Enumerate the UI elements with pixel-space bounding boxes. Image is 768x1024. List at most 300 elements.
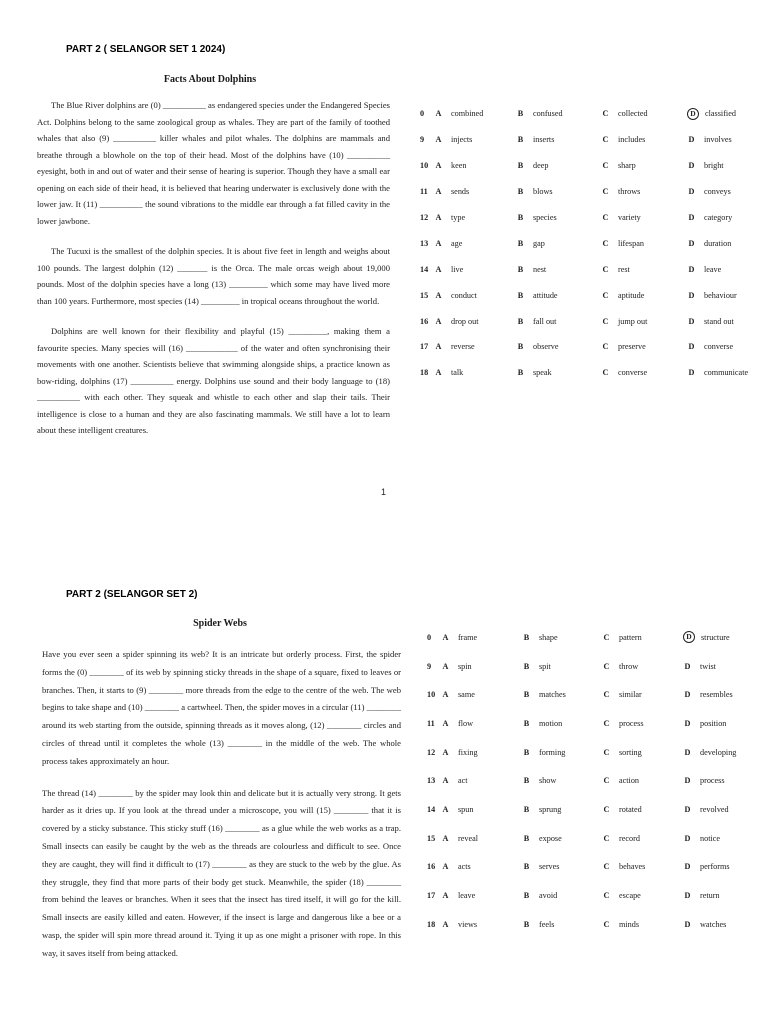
option-letter: B: [523, 632, 530, 642]
option-letter: A: [435, 135, 442, 145]
option-letter: C: [602, 290, 609, 300]
option-row: [420, 308, 768, 334]
option-text: sprung: [539, 804, 562, 814]
option-letter: D: [684, 661, 691, 671]
question-number: 14: [427, 804, 436, 814]
option-text: revolved: [700, 804, 729, 814]
option-text: bright: [704, 161, 724, 171]
option-letter: D: [684, 833, 691, 843]
option-letter: D: [688, 187, 695, 197]
option-text: feels: [539, 919, 555, 929]
option-a[interactable]: [441, 662, 522, 671]
option-text: fall out: [533, 316, 557, 326]
question-number: 0: [427, 632, 432, 642]
option-text: leave: [458, 891, 476, 901]
option-letter: B: [523, 776, 530, 786]
option-letter: B: [523, 833, 530, 843]
option-letter: A: [442, 833, 449, 843]
option-b[interactable]: [522, 834, 602, 843]
option-d[interactable]: [687, 317, 768, 326]
option-text: classified: [705, 109, 736, 119]
option-b[interactable]: [516, 161, 601, 170]
option-text: variety: [618, 213, 641, 222]
option-text: nest: [533, 264, 547, 274]
option-d[interactable]: [687, 187, 768, 196]
option-d[interactable]: [687, 291, 768, 300]
option-c[interactable]: [601, 368, 687, 377]
option-b[interactable]: [522, 662, 602, 671]
question-number: 14: [420, 264, 429, 274]
option-c[interactable]: [601, 291, 687, 300]
option-letter: D: [688, 368, 695, 378]
option-text: behaviour: [704, 290, 737, 300]
option-a[interactable]: [434, 135, 516, 144]
option-b[interactable]: [516, 368, 601, 377]
option-text: spin: [458, 661, 472, 671]
option-text: record: [619, 833, 640, 843]
option-a[interactable]: [441, 776, 522, 785]
option-text: blows: [533, 187, 553, 197]
option-a[interactable]: [434, 239, 516, 248]
option-letter: A: [442, 747, 449, 757]
option-text: deep: [533, 161, 549, 171]
question-number: 15: [427, 833, 436, 843]
option-d[interactable]: [683, 834, 763, 843]
option-letter: C: [602, 368, 609, 378]
question-number: 16: [420, 316, 429, 326]
option-c[interactable]: [602, 719, 683, 728]
option-b[interactable]: [516, 265, 601, 274]
option-text: show: [539, 776, 557, 786]
set1-passage: [37, 97, 390, 453]
option-text: jump out: [618, 316, 648, 326]
option-letter: B: [523, 919, 530, 929]
option-letter: D: [688, 342, 695, 352]
option-letter: D: [684, 747, 691, 757]
question-number: 13: [420, 238, 429, 248]
option-row: [420, 256, 768, 282]
option-a[interactable]: [434, 291, 516, 300]
option-letter: D: [688, 316, 695, 326]
option-text: preserve: [618, 342, 646, 352]
option-text: aptitude: [618, 290, 645, 300]
option-b[interactable]: [516, 342, 601, 351]
option-letter: C: [602, 135, 609, 145]
option-letter: A: [442, 776, 449, 786]
option-letter: C: [603, 891, 610, 901]
option-text: serves: [539, 862, 560, 872]
option-row: [420, 101, 768, 127]
option-text: keen: [451, 161, 467, 171]
set2-passage: [42, 646, 401, 977]
option-d[interactable]: [683, 805, 763, 814]
question-number: 9: [420, 135, 425, 145]
option-d[interactable]: [683, 662, 763, 671]
option-b[interactable]: [522, 719, 602, 728]
option-b[interactable]: [516, 291, 601, 300]
option-text: watches: [700, 919, 727, 929]
page-number: 1: [381, 487, 387, 497]
option-letter: C: [602, 187, 609, 197]
option-c[interactable]: [601, 135, 687, 144]
option-text: leave: [704, 264, 722, 274]
option-d[interactable]: [683, 690, 763, 699]
option-text: collected: [618, 109, 648, 119]
option-text: action: [619, 776, 640, 786]
option-c[interactable]: [601, 265, 687, 274]
option-c[interactable]: [602, 805, 683, 814]
option-letter: C: [603, 862, 610, 872]
question-number: 18: [427, 919, 436, 929]
option-letter: D: [684, 891, 691, 901]
option-a[interactable]: [434, 187, 516, 196]
option-text: spun: [458, 804, 474, 814]
option-text: drop out: [451, 316, 479, 326]
option-row: [427, 766, 763, 795]
option-a[interactable]: [434, 368, 516, 377]
option-text: rest: [618, 264, 630, 274]
option-text: attitude: [533, 290, 558, 300]
option-row: [427, 709, 763, 738]
option-text: converse: [618, 368, 648, 378]
option-letter: D: [688, 161, 695, 171]
option-letter: C: [602, 238, 609, 248]
option-letter: B: [523, 690, 530, 700]
option-c[interactable]: [601, 342, 687, 351]
question-number: 18: [420, 368, 429, 378]
option-row: [420, 282, 768, 308]
option-text: notice: [700, 833, 721, 843]
option-letter: A: [442, 919, 449, 929]
option-letter: C: [602, 109, 609, 119]
option-a[interactable]: [441, 862, 522, 871]
set1-title: Facts About Dolphins: [163, 74, 257, 85]
option-letter: C: [603, 747, 610, 757]
option-text: developing: [700, 747, 737, 757]
option-letter: A: [435, 161, 442, 171]
option-letter: D: [684, 690, 691, 700]
option-b[interactable]: [522, 862, 602, 871]
option-b[interactable]: [522, 633, 602, 642]
option-c[interactable]: [601, 187, 687, 196]
option-letter: A: [442, 862, 449, 872]
option-a[interactable]: [441, 834, 522, 843]
option-text: minds: [619, 919, 640, 929]
option-letter: A: [435, 213, 442, 222]
option-c[interactable]: [602, 633, 683, 642]
option-letter: B: [517, 135, 524, 145]
option-letter: D: [684, 776, 691, 786]
option-letter: B: [517, 368, 524, 378]
option-letter: C: [602, 213, 609, 222]
option-letter: A: [442, 690, 449, 700]
option-c[interactable]: [602, 862, 683, 871]
option-b[interactable]: [522, 776, 602, 785]
option-text: performs: [700, 862, 730, 872]
option-text: sorting: [619, 747, 642, 757]
option-letter: A: [435, 264, 442, 274]
option-a[interactable]: [441, 920, 522, 929]
option-d[interactable]: [687, 342, 768, 351]
option-letter: B: [523, 718, 530, 728]
option-b[interactable]: [516, 213, 601, 222]
option-text: flow: [458, 718, 474, 728]
option-text: gap: [533, 238, 545, 248]
option-letter: D: [684, 718, 691, 728]
option-b[interactable]: [522, 690, 602, 699]
option-text: rotated: [619, 804, 642, 814]
option-b[interactable]: [522, 891, 602, 900]
option-a[interactable]: [434, 213, 516, 222]
question-number: 0: [420, 109, 425, 119]
option-text: avoid: [539, 891, 558, 901]
option-letter: B: [523, 891, 530, 901]
option-text: spit: [539, 661, 551, 671]
option-text: reveal: [458, 833, 478, 843]
option-text: acts: [458, 862, 471, 872]
option-d[interactable]: [687, 213, 768, 222]
option-letter: A: [435, 316, 442, 326]
set2-paragraph-2: The thread (14) ________ by the spider may look thin and delicate but it is actually very strong. It gets harder as it dries up. If you look at the thread under a microscope, you will (15) ________ that it is covered by a sticky substance. This sticky stuff (16) ________ as a glue while the web works as a trap. Small insects can easily be caught by the web as the threads are colourless and difficult to see. Once they are caught, they will find it difficult to (17) ________ as they are stuck to the web by the glue. As they struggle, they find that more parts of their body get stuck. Meanwhile, the spider (18) ________ from behind the leaves or branches. When it sees that the insect has tired itself, it will go for the kill. Small insects are easily killed and eaten. However, if the insect is large and dangerous like a bee or a wasp, the spider will spin more thread around it. Tying it up as one might a prisoner with rope. In this way, it saves itself from being attacked.: [42, 787, 401, 958]
option-row: [420, 153, 768, 179]
option-d[interactable]: [687, 108, 768, 120]
set1-heading: PART 2 ( SELANGOR SET 1 2024): [66, 44, 226, 55]
option-b[interactable]: [522, 748, 602, 757]
option-d[interactable]: [683, 748, 763, 757]
option-c[interactable]: [601, 161, 687, 170]
option-letter: D: [688, 135, 695, 145]
option-letter: C: [602, 161, 609, 171]
set1-options-table: [420, 101, 768, 386]
option-letter: B: [517, 290, 524, 300]
option-text: involves: [704, 135, 732, 145]
option-a[interactable]: [434, 265, 516, 274]
option-c[interactable]: [602, 662, 683, 671]
option-d[interactable]: [683, 862, 763, 871]
option-text: similar: [619, 690, 642, 700]
option-c[interactable]: [602, 776, 683, 785]
option-text: stand out: [704, 316, 734, 326]
option-row: [427, 623, 763, 652]
option-d[interactable]: [687, 135, 768, 144]
option-a[interactable]: [441, 748, 522, 757]
option-text: lifespan: [618, 238, 644, 248]
option-letter: B: [517, 264, 524, 274]
option-b[interactable]: [516, 109, 601, 118]
option-row: [427, 795, 763, 824]
option-row: [427, 738, 763, 767]
question-number: 13: [427, 776, 436, 786]
option-b[interactable]: [516, 187, 601, 196]
option-c[interactable]: [601, 109, 687, 118]
question-number: 10: [427, 690, 436, 700]
option-letter: B: [523, 804, 530, 814]
option-d[interactable]: [683, 891, 763, 900]
option-row: [427, 853, 763, 882]
option-d[interactable]: [687, 239, 768, 248]
option-text: motion: [539, 718, 563, 728]
question-number: 10: [420, 161, 429, 171]
option-text: species: [533, 213, 557, 222]
option-letter: B: [517, 213, 524, 222]
option-letter: A: [442, 804, 449, 814]
option-text: frame: [458, 632, 478, 642]
set1-paragraph-3: Dolphins are well known for their flexibility and playful (15) _________, making them a favourite species. Many species will (16) ____________ of the water and often synchronising their movements with one another. Scientists believe that swimming alongside ships, a practice known as bow-riding, dolphins (17) __________ energy. Dolphins use sound and their body language to (18) __________ with each other. They squeak and whistle to each other and slap their tails. Their intelligence is close to a human and they are also fascinating mammals. We still have a lot to learn about these intelligent creatures.: [37, 326, 390, 435]
option-letter: A: [442, 718, 449, 728]
option-text: talk: [451, 368, 464, 378]
option-text: forming: [539, 747, 566, 757]
option-a[interactable]: [441, 891, 522, 900]
option-row: [420, 127, 768, 153]
set1-paragraph-1: The Blue River dolphins are (0) __________ as endangered species under the Endangered Species Act. Dolphins belong to the same zoological group as whales. They are part of the family of toothed whales that also (9) __________ killer whales and pilot whales. The dolphins are mammals and breathe through a blowhole on the top of their head. Most of the dolphins have (10) __________ eyesight, both in and out of water and their sense of hearing is superior. Though they have a small ear opening on each side of their head, it is believed that hearing underwater is exclusively done with the lower jaw. It (11) __________ the sound vibrations to the middle ear through a fat filled cavity in the lower jawbone.: [37, 100, 390, 226]
option-c[interactable]: [602, 748, 683, 757]
option-text: observe: [533, 342, 559, 352]
question-number: 11: [427, 718, 435, 728]
option-letter: C: [603, 718, 610, 728]
option-b[interactable]: [522, 805, 602, 814]
option-letter: C: [602, 342, 609, 352]
option-text: escape: [619, 891, 641, 901]
question-number: 17: [427, 891, 436, 901]
option-text: duration: [704, 238, 732, 248]
option-letter: A: [435, 342, 442, 352]
option-text: expose: [539, 833, 562, 843]
option-letter: B: [517, 238, 524, 248]
option-letter: D: [684, 862, 691, 872]
option-letter: C: [603, 776, 610, 786]
option-a[interactable]: [434, 342, 516, 351]
option-letter: B: [523, 862, 530, 872]
option-letter: C: [602, 264, 609, 274]
option-row: [420, 230, 768, 256]
option-c[interactable]: [602, 891, 683, 900]
option-text: return: [700, 891, 720, 901]
option-row: [427, 680, 763, 709]
option-letter: C: [603, 804, 610, 814]
option-a[interactable]: [434, 109, 516, 118]
option-letter: C: [603, 919, 610, 929]
option-text: behaves: [619, 862, 646, 872]
option-d[interactable]: [683, 776, 763, 785]
option-row: [427, 824, 763, 853]
option-text: shape: [539, 632, 558, 642]
option-text: same: [458, 690, 475, 700]
option-text: reverse: [451, 342, 475, 352]
option-row: [420, 205, 768, 231]
option-a[interactable]: [441, 633, 522, 642]
option-d[interactable]: [687, 368, 768, 377]
option-letter: D: [688, 213, 695, 222]
option-letter: C: [603, 833, 610, 843]
option-text: throw: [619, 661, 639, 671]
option-text: speak: [533, 368, 552, 378]
option-letter: B: [517, 316, 524, 326]
option-row: [427, 652, 763, 681]
option-text: throws: [618, 187, 641, 197]
option-letter: B: [517, 109, 524, 119]
option-d[interactable]: [683, 719, 763, 728]
option-c[interactable]: [601, 213, 687, 222]
option-letter: D: [688, 264, 695, 274]
option-text: views: [458, 919, 478, 929]
option-text: conveys: [704, 187, 731, 197]
option-text: converse: [704, 342, 734, 352]
option-d[interactable]: [683, 631, 763, 643]
question-number: 9: [427, 661, 432, 671]
option-c[interactable]: [602, 920, 683, 929]
option-letter: D: [684, 919, 691, 929]
option-text: sharp: [618, 161, 636, 171]
option-row: [420, 334, 768, 360]
option-a[interactable]: [434, 317, 516, 326]
option-letter: D: [688, 238, 695, 248]
option-d[interactable]: [683, 920, 763, 929]
set1-paragraph-2: The Tucuxi is the smallest of the dolphin species. It is about five feet in length and weighs about 100 pounds. The largest dolphin (12) _______ is the Orca. The male orcas weigh about 19,000 pounds. Most of the dolphin species have a long (13) _________ which some may have lived more than 100 years. Furthermore, most species (14) _________ in tropical oceans throughout the world.: [37, 246, 390, 306]
option-letter: A: [435, 238, 442, 248]
option-text: inserts: [533, 135, 555, 145]
circled-answer-letter: D: [687, 108, 699, 120]
set2-paragraph-1: Have you ever seen a spider spinning its web? It is an intricate but orderly process. First, the spider forms the (0) ________ of its web by spinning sticky threads in the shape of a square, fixed to leaves or branches. Then, it starts to (9) ________ more threads from the edge to the centre of the web. The web begins to take shape and (10) ________ a cartwheel. Then, the spider moves in a circular (11) ________ around its web starting from the outside, spinning threads as it moves along, (12) ________ circles and circles of thread until it completes the whole (13) ________ in the middle of the web. The whole process takes approximately an hour.: [42, 649, 401, 766]
option-letter: D: [688, 290, 695, 300]
option-letter: A: [442, 661, 449, 671]
option-text: sends: [451, 187, 470, 197]
option-a[interactable]: [441, 805, 522, 814]
option-letter: B: [517, 187, 524, 197]
option-row: [420, 179, 768, 205]
option-letter: C: [602, 316, 609, 326]
option-b[interactable]: [516, 135, 601, 144]
option-letter: B: [517, 342, 524, 352]
option-letter: A: [435, 368, 442, 378]
option-c[interactable]: [601, 239, 687, 248]
option-letter: B: [523, 661, 530, 671]
option-a[interactable]: [434, 161, 516, 170]
option-letter: B: [523, 747, 530, 757]
option-c[interactable]: [602, 690, 683, 699]
option-a[interactable]: [441, 690, 522, 699]
circled-answer-letter: D: [683, 631, 695, 643]
option-letter: C: [603, 661, 610, 671]
option-b[interactable]: [522, 920, 602, 929]
question-number: 17: [420, 342, 429, 352]
option-letter: A: [442, 632, 449, 642]
option-text: confused: [533, 109, 563, 119]
option-c[interactable]: [601, 317, 687, 326]
option-text: matches: [539, 690, 566, 700]
question-number: 11: [420, 187, 428, 197]
option-letter: A: [435, 187, 442, 197]
option-b[interactable]: [516, 317, 601, 326]
option-letter: A: [435, 290, 442, 300]
option-text: live: [451, 264, 464, 274]
option-d[interactable]: [687, 161, 768, 170]
option-text: type: [451, 213, 466, 222]
option-text: category: [704, 213, 733, 222]
option-a[interactable]: [441, 719, 522, 728]
option-letter: D: [684, 804, 691, 814]
option-text: process: [619, 718, 644, 728]
option-text: structure: [701, 632, 730, 642]
option-text: twist: [700, 661, 716, 671]
option-b[interactable]: [516, 239, 601, 248]
set2-options-table: [427, 623, 763, 939]
option-d[interactable]: [687, 265, 768, 274]
set2-heading: PART 2 (SELANGOR SET 2): [66, 589, 198, 600]
option-c[interactable]: [602, 834, 683, 843]
option-row: [420, 360, 768, 386]
option-text: fixing: [458, 747, 478, 757]
option-text: process: [700, 776, 725, 786]
